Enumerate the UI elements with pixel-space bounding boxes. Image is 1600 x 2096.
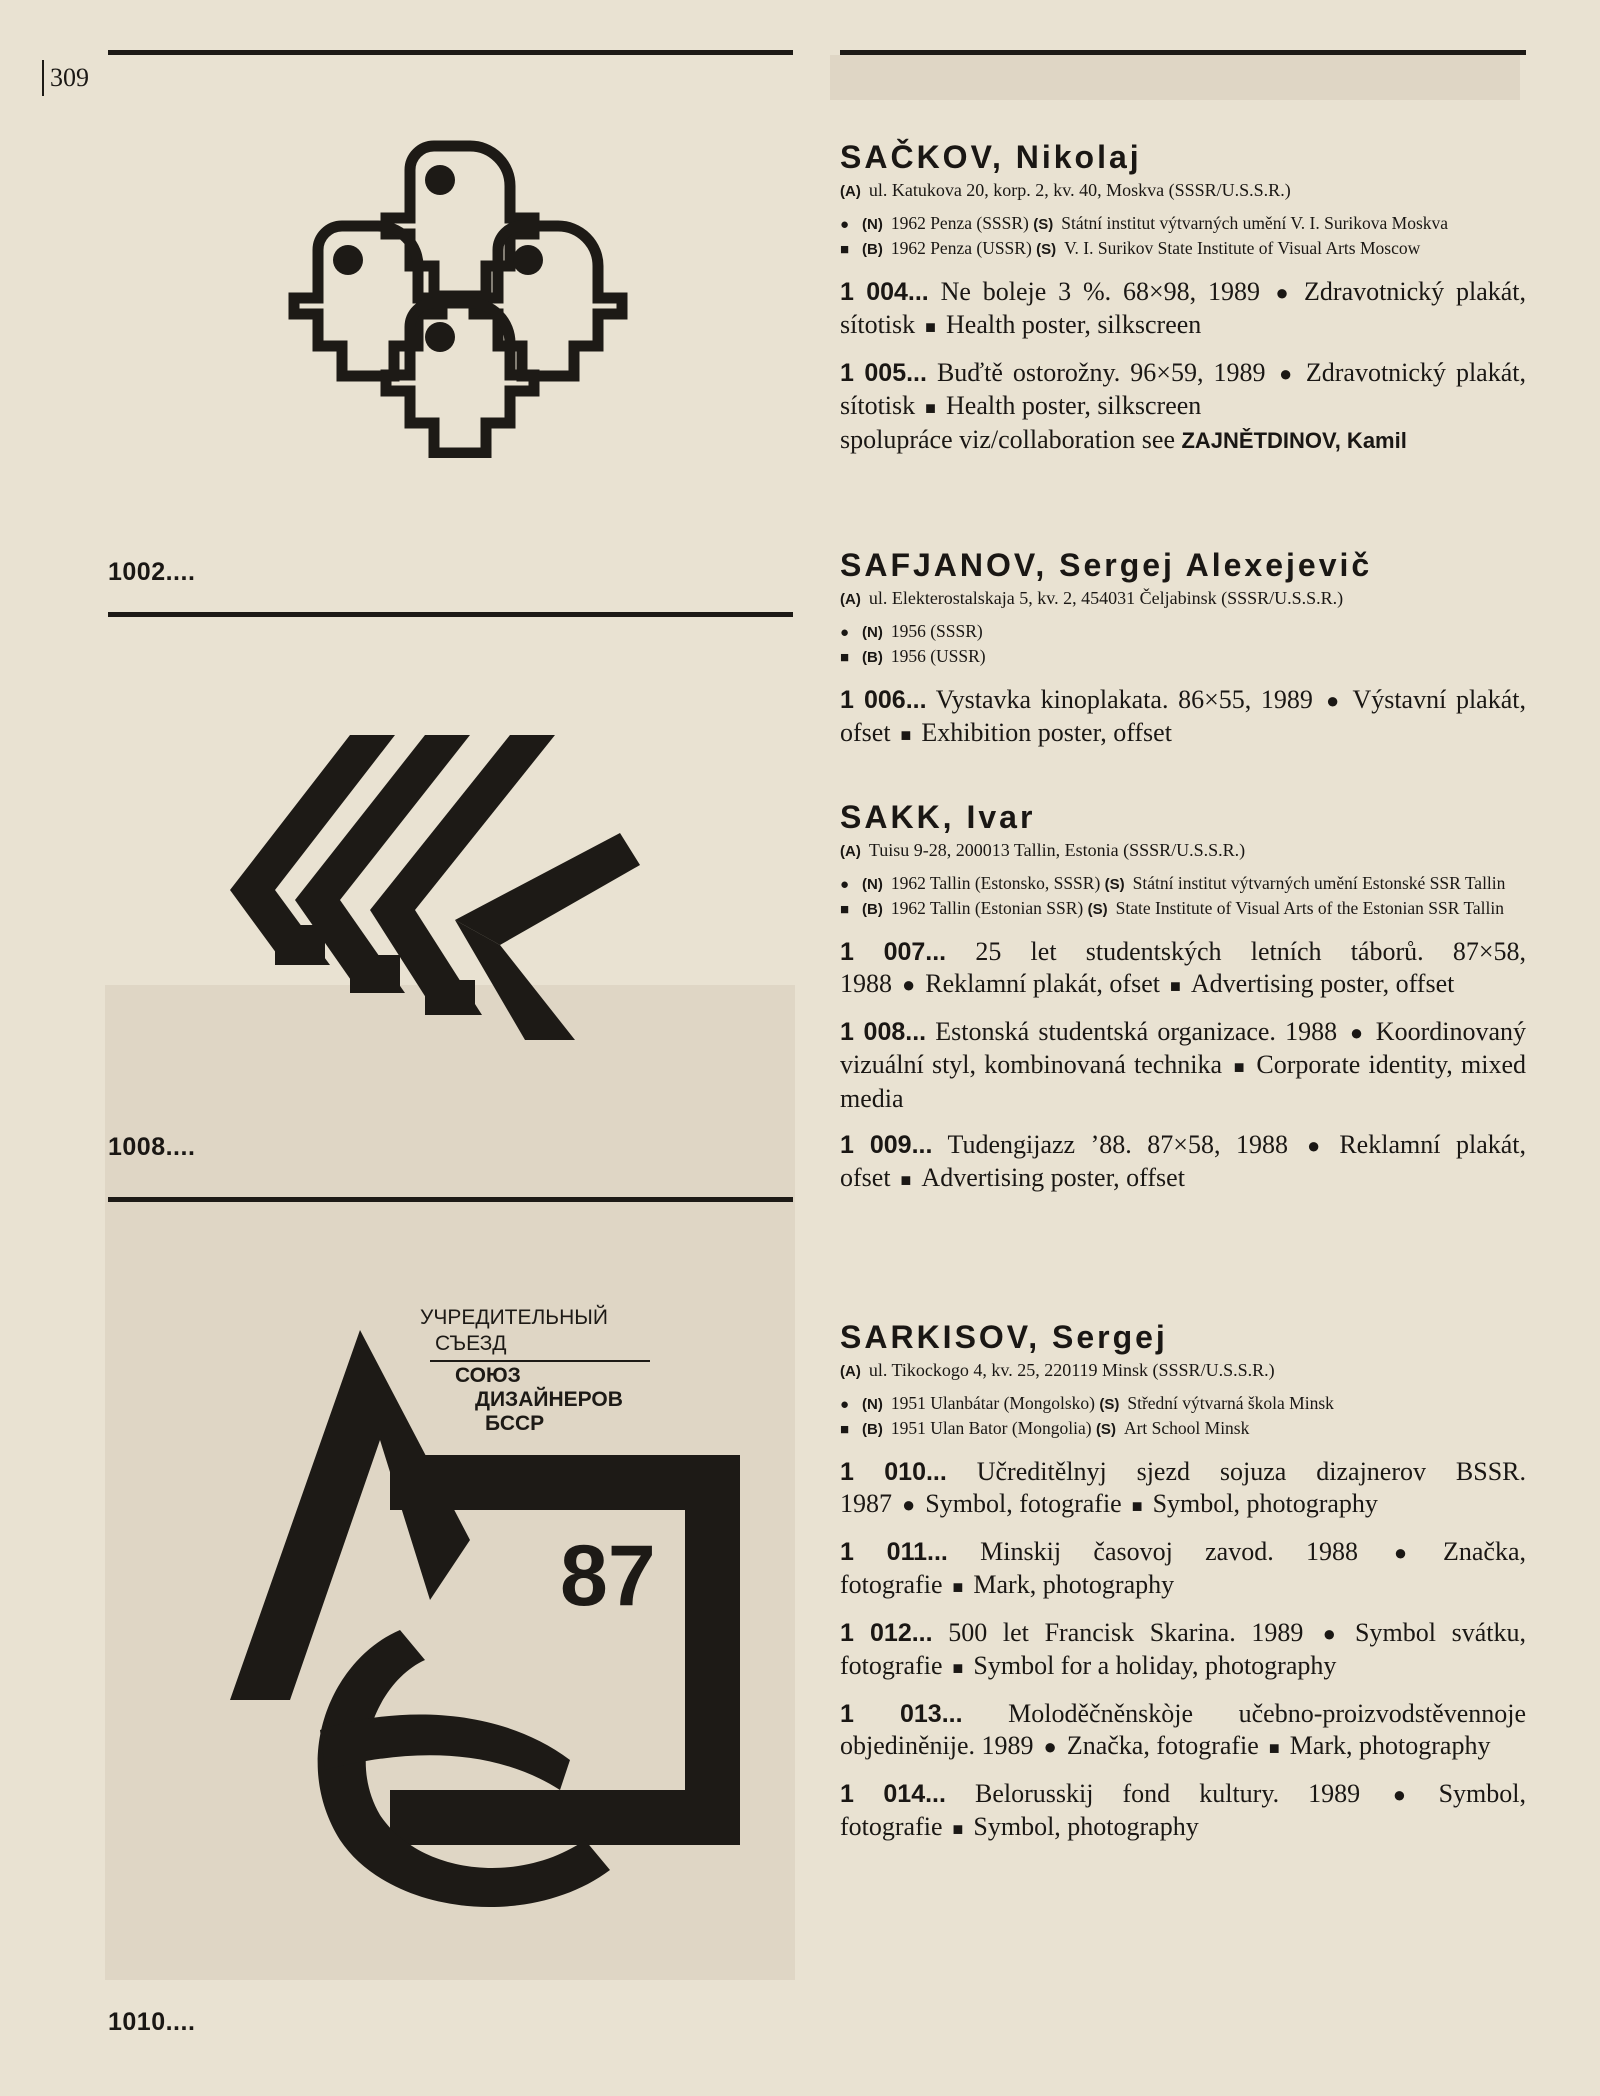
- logo-1002: [260, 138, 640, 458]
- artist-bio: ● (N) 1962 Penza (SSSR) (S) Státní institut výtvarných umění V. I. Surikova Moskva ■ (B) 1962 Penza (USSR) (S) V. I. Surikov State Institute of Visual Arts Moscow: [840, 213, 1449, 258]
- bird-shape-right: [474, 226, 622, 376]
- artist-entry-sackov: [840, 138, 1526, 457]
- logo-1010: [230, 1300, 770, 1950]
- chevron-stroke-4: [455, 833, 640, 1040]
- artist-address: (A) ul. Elekterostalskaja 5, kv. 2, 454031 Čeljabinsk (SSSR/U.S.S.R.): [840, 588, 1344, 608]
- figure-label-1010: 1010....: [108, 2008, 196, 2036]
- bird-shape-left: [294, 226, 442, 376]
- artist-entry-sakk: [840, 798, 1526, 1196]
- artist-entry-safjanov: [840, 546, 1526, 751]
- work-entry: 1 014... Belorusskij fond kultury. 1989 ● Symbol, fotografie ■ Symbol, photography: [840, 1779, 1526, 1841]
- bird-shape-top: [386, 146, 534, 296]
- work-entry: 1 008... Estonská studentská organizace. 1988 ● Koordinovaný vizuální styl, kombinovaná technika ■ Corporate identity, mixed media: [840, 1017, 1526, 1113]
- logo-text-line4: ДИЗАЙНЕРОВ: [475, 1388, 623, 1411]
- top-rule-right: [840, 50, 1526, 55]
- figure-label-1002: 1002....: [108, 558, 196, 586]
- logo-text-line1: УЧРЕДИТЕЛЬНЫЙ: [420, 1306, 608, 1329]
- logo-1008: [220, 735, 690, 1045]
- artist-address: (A) ul. Tikockogo 4, kv. 25, 220119 Minsk (SSSR/U.S.S.R.): [840, 1360, 1275, 1380]
- artist-name: SAFJANOV, Sergej Alexejevič: [840, 547, 1373, 583]
- logo-text-line2: СЪЕЗД: [435, 1332, 507, 1355]
- artist-bio: ● (N) 1962 Tallin (Estonsko, SSSR) (S) Státní institut výtvarných umění Estonské SSR Tallin ■ (B) 1962 Tallin (Estonian SSR) (S) State Institute of Visual Arts of the Estonian SSR Tallin: [840, 873, 1506, 918]
- ribbon-band-1: [275, 925, 325, 965]
- work-entry: 1 009... Tudengijazz ’88. 87×58, 1988 ● Reklamní plakát, ofset ■ Advertising poster, offset: [840, 1130, 1526, 1192]
- bird-shape-bottom: [386, 303, 534, 453]
- logo-text-line3: СОЮЗ: [455, 1364, 521, 1387]
- artist-entry-sarkisov: [840, 1318, 1526, 1845]
- artist-name: SAKK, Ivar: [840, 799, 1036, 835]
- work-entry: 1 006... Vystavka kinoplakata. 86×55, 1989 ● Výstavní plakát, ofset ■ Exhibition poster, offset: [840, 685, 1526, 747]
- triangle-shape: [230, 1330, 470, 1700]
- page-number: 309: [42, 60, 89, 96]
- show-through-panel: [830, 55, 1520, 100]
- work-entry: 1 012... 500 let Francisk Skarina. 1989 ● Symbol svátku, fotografie ■ Symbol for a holiday, photography: [840, 1618, 1526, 1680]
- work-entry: 1 010... Učreditělnyj sjezd sojuza dizajnerov BSSR. 1987 ● Symbol, fotografie ■ Symbol, photography: [840, 1457, 1527, 1518]
- artist-name: SARKISOV, Sergej: [840, 1319, 1168, 1355]
- work-entry: 1 007... 25 let studentských letních táborů. 87×58, 1988 ● Reklamní plakát, ofset ■ Advertising poster, offset: [840, 937, 1527, 998]
- logo-year: 87: [560, 1528, 656, 1624]
- divider-rule: [108, 1197, 793, 1202]
- ribbon-band-3: [425, 980, 475, 1015]
- ribbon-band-2: [350, 955, 400, 993]
- collaboration-note: spolupráce viz/collaboration see ZAJNĚTDINOV, Kamil: [840, 425, 1407, 454]
- logo-text-line5: БССР: [485, 1412, 545, 1435]
- artist-bio: ● (N) 1951 Ulanbátar (Mongolsko) (S) Střední výtvarná škola Minsk ■ (B) 1951 Ulan Bator (Mongolia) (S) Art School Minsk: [840, 1393, 1334, 1438]
- work-entry: 1 004... Ne boleje 3 %. 68×98, 1989 ● Zdravotnický plakát, sítotisk ■ Health poster, silkscreen: [840, 277, 1526, 339]
- top-rule-left: [108, 50, 793, 55]
- divider-rule: [108, 612, 793, 617]
- artist-address: (A) Tuisu 9-28, 200013 Tallin, Estonia (SSSR/U.S.S.R.): [840, 840, 1246, 860]
- work-entry: 1 011... Minskij časovoj zavod. 1988 ● Značka, fotografie ■ Mark, photography: [840, 1537, 1526, 1599]
- figure-label-1008: 1008....: [108, 1133, 196, 1161]
- artist-address: (A) ul. Katukova 20, korp. 2, kv. 40, Moskva (SSSR/U.S.S.R.): [840, 180, 1291, 200]
- artist-bio: ● (N) 1956 (SSSR) ■ (B) 1956 (USSR): [840, 621, 986, 666]
- work-entry: 1 013... Moloděčněnskòje učebno-proizvodstěvennoje objediněnije. 1989 ● Značka, fotografie ■ Mark, photography: [840, 1699, 1526, 1760]
- artist-name: SAČKOV, Nikolaj: [840, 139, 1142, 175]
- work-entry: 1 005... Buďtě ostorožny. 96×59, 1989 ● Zdravotnický plakát, sítotisk ■ Health poster, silkscreen: [840, 358, 1526, 420]
